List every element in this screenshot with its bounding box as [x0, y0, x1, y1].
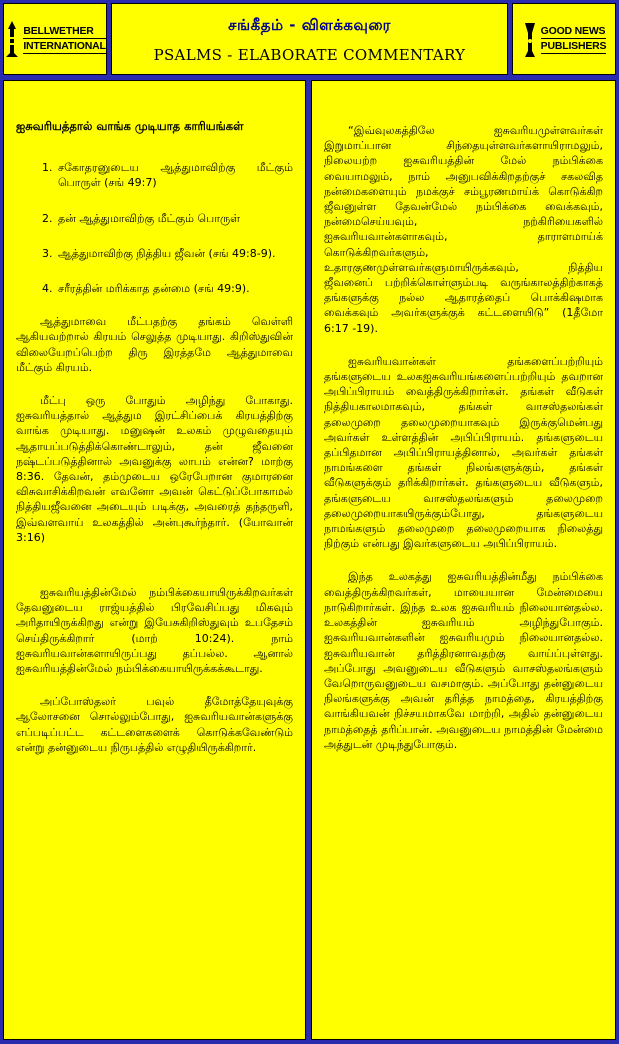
paragraph: இந்த உலகத்து ஐசுவரியத்தின்மீது நம்பிக்கை வைத்திருக்கிறவர்கள், மாயையான மேன்மையை நாடுகிறார்கள். இந்த உலக ஐசுவரியம் நிலையானதல்ல. உலகத்தின் ஐசுவரியம் அழிந்துபோகும். ஐசுவரியவான்களின் ஐசுவரியமும் நிலையானதல்ல. ஐசுவரியவான் தரித்திரனாவதற்கு வாய்ப்புள்ளது. அப்போது அவனுடைய வீடுகளும் வாசஸ்தலங்களும் வேறொருவனுடைய வசமாகும். அப்போது தன்னுடைய நிலங்களுக்கு அவன் தரித்த நாமத்தை, கிரயத்திற்கு வாங்கியவன் நிச்சயமாகவே மாற்றி, அதில் தன்னுடைய நாமத்தைத் தரிப்பான். அவனுடைய நாமத்தின் மேன்மை அத்துடன் முடிந்துபோகும். [324, 570, 603, 751]
logo-left-line2: INTERNATIONAL [23, 40, 106, 52]
section-heading: ஐசுவரியத்தால் வாங்க முடியாத காரியங்கள் [16, 119, 244, 133]
right-column [311, 80, 616, 1040]
list-item: 3. ஆத்துமாவிற்கு நித்திய ஜீவன் (சங் 49:8-9). [56, 246, 293, 261]
bellwether-horn-icon [4, 19, 20, 59]
paragraph: “இவ்வுலகத்திலே ஐசுவரியமுள்ளவர்கள் இறுமாப்பான சிந்தையுள்ளவர்களாயிராமலும், நிலையற்ற ஐசுவரியத்தின் மேல் நம்பிக்கை வையாமலும், நாம் அனுபவிக்கிறதற்குச் சகலவித நன்மைகளையும் நமக்குச் சம்பூரணமாய்க் கொடுக்கிற ஜீவனுள்ள தேவன்மேல் நம்பிக்கை வைக்கவும், நன்மைசெய்யவும், நற்கிரியைகளில் ஐசுவரியவான்களாகவும், தாராளமாய்க் கொடுக்கிறவர்களும், உதாரகுணமுள்ளவர்களுமாயிருக்கவும், நித்திய ஜீவனைப் பற்றிக்கொள்ளும்படி வருங்காலத்திற்காகத் தங்களுக்கு நல்ல ஆதாரத்தைப் பொக்கிஷமாக வைக்கவும் அவர்களுக்குக் கட்டளையிடு” (1தீமோ 6:17 -19). [324, 124, 603, 335]
list-item: 4. சரீரத்தின் மரிக்காத தன்மை (சங் 49:9). [56, 281, 293, 296]
left-column [3, 80, 306, 1040]
logo-right-line2: PUBLISHERS [540, 40, 607, 52]
list-item: 1. சகோதரனுடைய ஆத்துமாவிற்கு மீட்கும் பொருள் (சங் 49:7) [56, 160, 293, 190]
list-item: 2. தன் ஆத்துமாவிற்கு மீட்கும் பொருள் [56, 211, 293, 226]
page-header [111, 3, 508, 75]
trumpet-icon [522, 19, 538, 59]
numbered-list [16, 160, 293, 296]
logo-right-line1: GOOD NEWS [540, 25, 606, 37]
paragraph: மீட்பு ஒரு போதும் அழிந்து போகாது. ஐசுவரியத்தால் ஆத்தும இரட்சிப்பைக் கிரயத்திற்கு வாங்க முடியாது. மனுஷன் உலகம் முழுவதையும் ஆதாயப்படுத்திக்கொண்டாலும், தன் ஜீவனை நஷ்டப்படுத்தினால் அவனுக்கு லாபம் என்ன? மாற்கு 8:36. தேவன், தம்முடைய ஒரேபேறான குமாரனை விசுவாசிக்கிறவன் எவனோ அவன் கெட்டுப்போகாமல் நித்தியஜீவனை அடையும் படிக்கு, அவரைத் தந்தருளி, இவ்வளவாய் உலகத்தில் அன்புகூர்ந்தார். (யோவான் 3:16) [16, 394, 293, 544]
bellwether-logo [3, 3, 107, 75]
good-news-logo [512, 3, 616, 75]
title-tamil: சங்கீதம் - விளக்கவுரை [228, 16, 391, 34]
paragraph: அப்போஸ்தலர் பவுல் தீமோத்தேயுவுக்கு ஆலோசனை சொல்லும்போது, ஐசுவரியவான்களுக்கு எப்படிப்பட்ட கட்டளைகளைக் கொடுக்கவேண்டும் என்று தன்னுடைய நிருபத்தில் எழுதியிருக்கிறார். [16, 695, 293, 754]
logo-left-line1: BELLWETHER [23, 24, 105, 39]
paragraph: ஐசுவரியவான்கள் தங்களைப்பற்றியும் தங்களுடைய உலகஐசுவரியங்களைப்பற்றியும் தவறான அபிப்பிராயம் வைத்திருக்கிறார்கள். தங்கள் வீடுகள் நித்தியகாலமாகவும், தங்கள் வாசஸ்தலங்கள் தலைமுறை தலைமுறையாகவும் இருக்குமென்பது அவர்கள் உள்ளத்தின் அபிப்பிராயம். தங்களுடைய தப்பிதமான அபிப்பிராயத்தினால், அவர்கள் தங்கள் நாமங்களை தங்கள் நிலங்களுக்கும், தங்கள் வீடுகளுக்கும் தரிக்கிறார்கள். தங்களுடைய வீடுகளும், தங்களுடைய வாசஸ்தலங்களும் தலைமுறை தலைமுறையாகயிருக்கும்போது, தங்களுடைய நாமங்களும் தலைமுறை தலைமுறையாக நிலைத்து நிற்கும் என்பது இவர்களுடைய அபிப்பிராயம். [324, 354, 603, 551]
title-english: PSALMS - ELABORATE COMMENTARY [153, 46, 466, 64]
paragraph: ஆத்துமாவை மீட்பதற்கு தங்கம் வெள்ளி ஆகியவற்றால் கிரயம் செலுத்த முடியாது. கிறிஸ்துவின் விலையேறப்பெற்ற திரு இரத்தமே ஆத்துமாவை மீட்கும் கிரயம். [16, 315, 293, 374]
paragraph: ஐசுவரியத்தின்மேல் நம்பிக்கையாயிருக்கிறவர்கள் தேவனுடைய ராஜ்யத்தில் பிரவேசிப்பது மிகவும் அரிதாயிருக்கிறது என்று இயேசுகிறிஸ்துவும் உபதேசம் செய்திருக்கிறார் (மாற் 10:24). நாம் ஐசுவரியவான்களாயிருப்பது தப்பல்ல. ஆனால் ஐசுவரியத்தின்மேல் நம்பிக்கையாயிருக்கக்கூடாது. [16, 586, 293, 676]
